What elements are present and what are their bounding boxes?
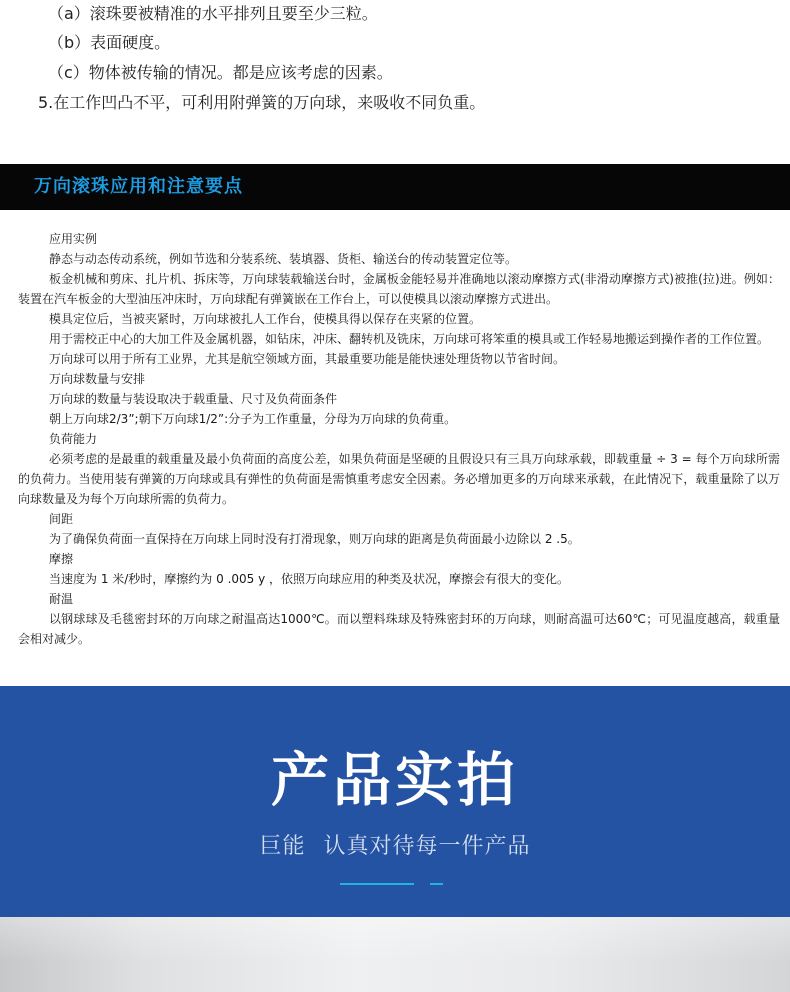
list-item-5: 5.在工作凹凸不平，可利用附弹簧的万向球，来吸收不同负重。 xyxy=(38,93,486,112)
list-item-a: （a）滚珠要被精准的水平排列且要至少三粒。 xyxy=(48,4,378,23)
paragraph: 以钢球球及毛毯密封环的万向球之耐温高达1000℃。而以塑料珠球及特殊密封环的万向球，则耐高温可达60℃；可见温度越高，载重量会相对减少。 xyxy=(18,612,780,646)
list-item-c: （c）物体被传输的情况。都是应该考虑的因素。 xyxy=(48,63,393,82)
paragraph: 当速度为 1 米/秒时，摩擦约为 0 .005 y ，依照万向球应用的种类及状况，摩擦会有很大的变化。 xyxy=(49,572,570,586)
paragraph: 为了确保负荷面一直保持在万向球上同时没有打滑现象，则万向球的距离是负荷面最小边除以 2 .5。 xyxy=(49,532,580,546)
brand-name: 巨能 xyxy=(259,834,306,859)
heading-temperature: 耐温 xyxy=(49,592,74,606)
slogan: 认真对待每一件产品 xyxy=(323,834,531,859)
banner-subtitle xyxy=(0,832,790,862)
list-item-b: （b）表面硬度。 xyxy=(48,33,171,52)
top-list xyxy=(0,0,790,130)
decorative-underline xyxy=(340,883,414,885)
product-photo-banner xyxy=(0,686,790,917)
paragraph: 静态与动态传动系统，例如节选和分装系统、装填器、货柜、输送台的传动装置定位等。 xyxy=(49,252,518,266)
product-photo xyxy=(0,917,790,992)
section-title: 万向滚珠应用和注意要点 xyxy=(34,176,243,197)
paragraph: 朝上万向球2/3”;朝下万向球1/2”:分子为工作重量，分母为万向球的负荷重。 xyxy=(49,412,457,426)
heading-quantity-arrangement: 万向球数量与安排 xyxy=(49,372,146,386)
paragraph: 必须考虑的是最重的载重量及最小负荷面的高度公差，如果负荷面是坚硬的且假设只有三具万向球承载，即载重量 ÷ 3 = 每个万向球所需的负荷力。当使用装有弹簧的万向球或具有弹性的负荷面是需慎重考虑安全因素。务必增加更多的万向球来承载，在此情况下，载重量除了以万向球数量及为每个万向球所需的负荷力。 xyxy=(18,452,780,506)
paragraph: 模具定位后，当被夹紧时，万向球被扎人工作台，使模具得以保存在夹紧的位置。 xyxy=(49,312,482,326)
article-body xyxy=(18,229,780,649)
banner-title: 产品实拍 xyxy=(270,746,519,814)
paragraph: 万向球的数量与装设取决于载重量、尺寸及负荷面条件 xyxy=(49,392,338,406)
heading-friction: 摩擦 xyxy=(49,552,74,566)
heading-load-capacity: 负荷能力 xyxy=(49,432,98,446)
heading-application-examples: 应用实例 xyxy=(49,232,98,246)
heading-spacing: 间距 xyxy=(49,512,74,526)
decorative-underline-dash xyxy=(430,883,443,885)
paragraph: 万向球可以用于所有工业界，尤其是航空领域方面，其最重要功能是能快速处理货物以节省时间。 xyxy=(49,352,566,366)
section-header-bar xyxy=(0,164,790,210)
photo-highlight xyxy=(0,917,790,992)
paragraph: 用于需校正中心的大加工件及金属机器，如钻床，冲床、翻转机及铣床，万向球可将笨重的模具或工作轻易地搬运到操作者的工作位置。 xyxy=(49,332,770,346)
paragraph: 板金机械和剪床、扎片机、拆床等，万向球装载输送台时，金属板金能轻易并准确地以滚动摩擦方式(非滑动摩擦方式)被推(拉)进。例如：装置在汽车板金的大型油压冲床时，万向球配有弹簧嵌在工作台上，可以使模具以滚动摩擦方式进出。 xyxy=(18,272,780,306)
